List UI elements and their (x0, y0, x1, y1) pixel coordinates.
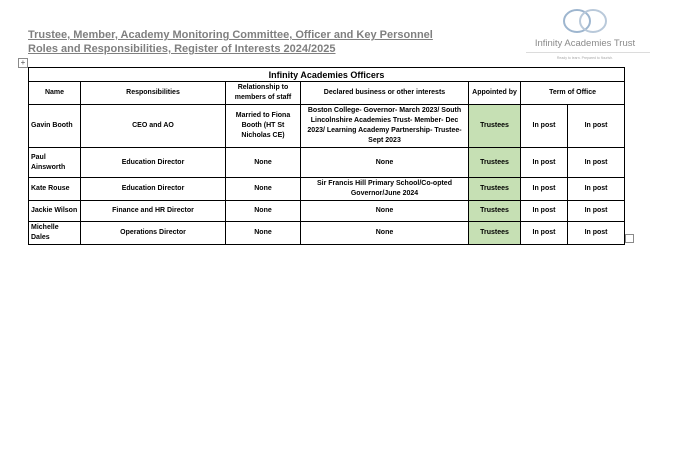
officer-relationship: None (226, 178, 301, 201)
officer-interests: Sir Francis Hill Primary School/Co-opted Governor/June 2024 (301, 178, 469, 201)
trust-logo (520, 8, 650, 63)
table-title: Infinity Academies Officers (29, 68, 625, 82)
officer-term-start: In post (521, 178, 568, 201)
column-header-relationship: Relationship to members of staff (226, 82, 301, 105)
officer-term-start: In post (521, 148, 568, 178)
officer-relationship: None (226, 201, 301, 222)
infinity-rings-icon (558, 8, 612, 36)
column-header-appointed-by: Appointed by (469, 82, 521, 105)
table-row (29, 201, 625, 222)
officer-term-end: In post (568, 148, 625, 178)
table-row (29, 148, 625, 178)
officer-interests: None (301, 201, 469, 222)
logo-divider (526, 52, 650, 53)
officer-term-start: In post (521, 222, 568, 245)
table-row (29, 178, 625, 201)
officer-responsibilities: Finance and HR Director (81, 201, 226, 222)
title-line-2: Roles and Responsibilities, Register of Interests 2024/2025 (28, 43, 336, 55)
officer-responsibilities: Operations Director (81, 222, 226, 245)
officer-term-end: In post (568, 105, 625, 148)
document-title (28, 28, 433, 56)
officers-register-table (28, 67, 625, 245)
officer-appointed-by: Trustees (469, 201, 521, 222)
officer-relationship: None (226, 222, 301, 245)
column-header-interests: Declared business or other interests (301, 82, 469, 105)
officer-appointed-by: Trustees (469, 222, 521, 245)
table-row (29, 222, 625, 245)
officer-term-end: In post (568, 222, 625, 245)
table-row (29, 105, 625, 148)
logo-name: Infinity Academies Trust (534, 38, 636, 49)
officer-interests: None (301, 148, 469, 178)
logo-tagline: Ready to learn. Prepared to flourish. (556, 56, 614, 60)
table-resize-handle[interactable] (625, 234, 634, 243)
officer-appointed-by: Trustees (469, 105, 521, 148)
table-title-row (29, 68, 625, 82)
officer-name: Kate Rouse (29, 178, 81, 201)
title-line-1: Trustee, Member, Academy Monitoring Committee, Officer and Key Personnel (28, 29, 433, 41)
officer-term-start: In post (521, 201, 568, 222)
officer-name: Paul Ainsworth (29, 148, 81, 178)
officer-interests: None (301, 222, 469, 245)
officer-name: Gavin Booth (29, 105, 81, 148)
column-header-row (29, 82, 625, 105)
officer-responsibilities: CEO and AO (81, 105, 226, 148)
officer-interests: Boston College- Governor- March 2023/ South Lincolnshire Academies Trust- Member- Dec 2023/ Learning Academy Partnership- Trustee- Sept 2023 (301, 105, 469, 148)
officer-relationship: None (226, 148, 301, 178)
officer-term-end: In post (568, 201, 625, 222)
table-move-handle-icon[interactable]: + (18, 58, 28, 68)
officer-appointed-by: Trustees (469, 148, 521, 178)
officer-name: Michelle Dales (29, 222, 81, 245)
column-header-term-of-office: Term of Office (521, 82, 625, 105)
officer-term-start: In post (521, 105, 568, 148)
column-header-name: Name (29, 82, 81, 105)
officer-term-end: In post (568, 178, 625, 201)
officer-appointed-by: Trustees (469, 178, 521, 201)
column-header-responsibilities: Responsibilities (81, 82, 226, 105)
officer-responsibilities: Education Director (81, 148, 226, 178)
officer-relationship: Married to Fiona Booth (HT St Nicholas CE) (226, 105, 301, 148)
officer-name: Jackie Wilson (29, 201, 81, 222)
officer-responsibilities: Education Director (81, 178, 226, 201)
